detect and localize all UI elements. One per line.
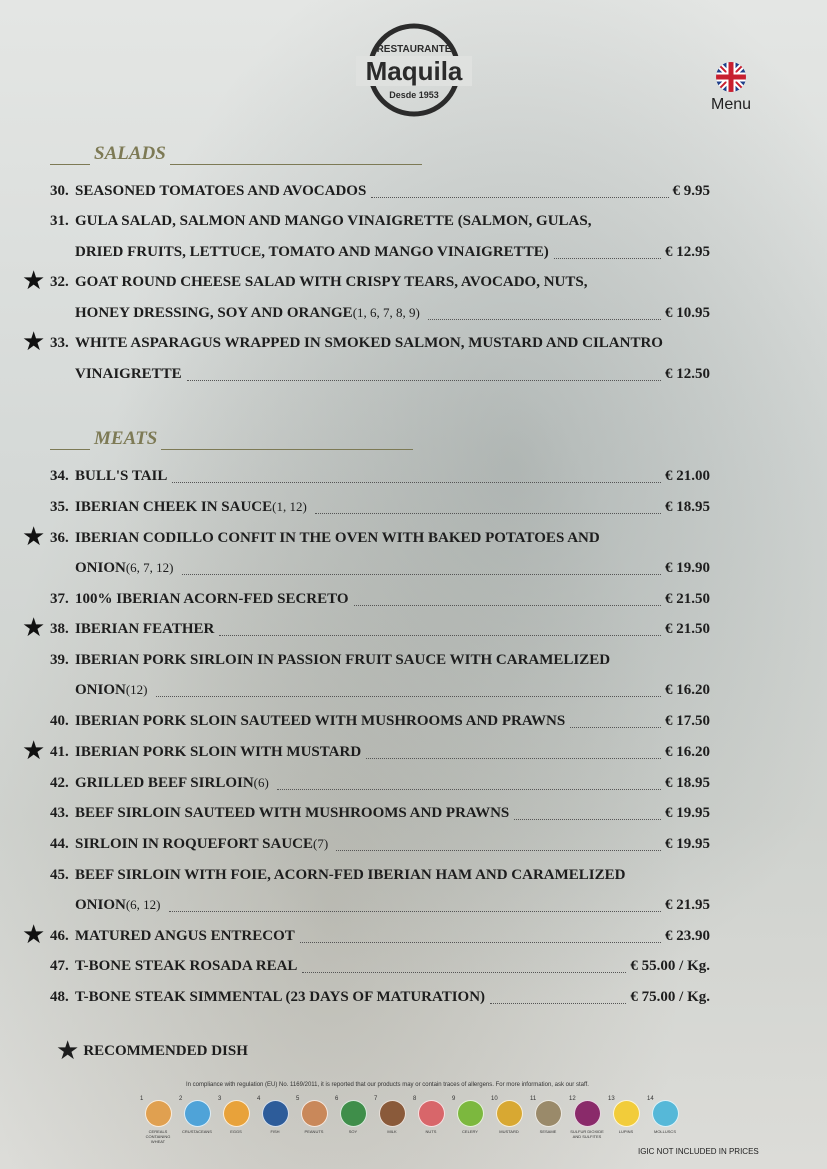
menu-item-line bbox=[0, 266, 827, 296]
allergen-icon-item bbox=[647, 1098, 683, 1144]
dot-leader bbox=[156, 696, 661, 697]
menu-item-line bbox=[0, 958, 827, 978]
item-price: € 21.50 bbox=[665, 621, 710, 637]
item-name: GOAT ROUND CHEESE SALAD WITH CRISPY TEARS, AVOCADO, NUTS, bbox=[75, 274, 588, 290]
allergen-icon bbox=[145, 1100, 172, 1127]
recommended-star-icon: ★ bbox=[22, 522, 46, 552]
menu-item-line bbox=[0, 499, 827, 519]
dot-leader bbox=[514, 819, 661, 820]
recommended-legend bbox=[56, 1036, 248, 1066]
allergen-icon bbox=[652, 1100, 679, 1127]
item-number: 32. bbox=[50, 274, 69, 290]
item-price: € 19.95 bbox=[665, 836, 710, 852]
item-allergens: (7) bbox=[313, 836, 329, 851]
item-price: € 21.95 bbox=[665, 897, 710, 913]
item-name: GULA SALAD, SALMON AND MANGO VINAIGRETTE (SALMON, GULAS, bbox=[75, 213, 592, 229]
logo-name-text: Maquila bbox=[365, 56, 463, 86]
allergen-number: 11 bbox=[530, 1096, 537, 1102]
item-name: DRIED FRUITS, LETTUCE, TOMATO AND MANGO VINAIGRETTE) bbox=[75, 244, 549, 260]
menu-item-line bbox=[0, 805, 827, 825]
dot-leader bbox=[371, 197, 668, 198]
allergen-number: 5 bbox=[296, 1096, 300, 1102]
item-price: € 18.95 bbox=[665, 499, 710, 515]
allergen-name: SOY bbox=[348, 1129, 358, 1134]
allergen-icon bbox=[379, 1100, 406, 1127]
recommended-star-icon: ★ bbox=[22, 327, 46, 357]
item-price: € 75.00 / Kg. bbox=[630, 989, 710, 1005]
item-name: BULL'S TAIL bbox=[75, 468, 168, 484]
allergen-name: LUPINS bbox=[618, 1129, 634, 1134]
menu-item-line bbox=[0, 213, 827, 233]
dot-leader bbox=[554, 258, 661, 259]
item-number: 41. bbox=[50, 744, 69, 760]
item-price: € 21.50 bbox=[665, 591, 710, 607]
allergen-icon-item bbox=[608, 1098, 644, 1144]
allergen-icon bbox=[340, 1100, 367, 1127]
item-name: ONION(12) bbox=[75, 682, 148, 698]
allergen-name: CRUSTACEANS bbox=[182, 1129, 212, 1134]
allergen-name: SULFUR DIOXIDE AND SULFITES bbox=[570, 1129, 604, 1139]
dot-leader bbox=[570, 727, 661, 728]
allergen-icon-item bbox=[374, 1098, 410, 1144]
item-price: € 9.95 bbox=[672, 183, 710, 199]
allergen-number: 9 bbox=[452, 1096, 456, 1102]
logo-since-text: Desde 1953 bbox=[389, 90, 439, 100]
item-allergens: (6, 12) bbox=[125, 897, 161, 912]
allergen-icon bbox=[496, 1100, 523, 1127]
item-number: 38. bbox=[50, 621, 69, 637]
item-name: T-BONE STEAK ROSADA REAL bbox=[75, 958, 298, 974]
item-number: 33. bbox=[50, 335, 69, 351]
allergen-name: FISH bbox=[270, 1129, 280, 1134]
allergen-icon-item bbox=[218, 1098, 254, 1144]
dot-leader bbox=[169, 911, 661, 912]
item-name: IBERIAN PORK SIRLOIN IN PASSION FRUIT SAUCE WITH CARAMELIZED bbox=[75, 652, 611, 668]
menu-item-line bbox=[0, 468, 827, 488]
allergen-icons bbox=[140, 1098, 683, 1144]
item-name: BEEF SIRLOIN SAUTEED WITH MUSHROOMS AND PRAWNS bbox=[75, 805, 510, 821]
uk-flag-icon[interactable] bbox=[716, 62, 746, 92]
menu-item-line bbox=[0, 183, 827, 203]
item-number: 40. bbox=[50, 713, 69, 729]
item-price: € 17.50 bbox=[665, 713, 710, 729]
item-name: BEEF SIRLOIN WITH FOIE, ACORN-FED IBERIAN HAM AND CARAMELIZED bbox=[75, 867, 626, 883]
logo-top-text: RESTAURANTE bbox=[376, 44, 452, 55]
item-name: WHITE ASPARAGUS WRAPPED IN SMOKED SALMON, MUSTARD AND CILANTRO bbox=[75, 335, 663, 351]
dot-leader bbox=[300, 942, 661, 943]
allergen-number: 10 bbox=[491, 1096, 498, 1102]
allergen-number: 4 bbox=[257, 1096, 261, 1102]
item-number: 45. bbox=[50, 867, 69, 883]
item-price: € 16.20 bbox=[665, 682, 710, 698]
item-name: HONEY DRESSING, SOY AND ORANGE(1, 6, 7, 8, 9) bbox=[75, 305, 420, 321]
item-number: 46. bbox=[50, 928, 69, 944]
item-price: € 19.90 bbox=[665, 560, 710, 576]
menu-item-line bbox=[0, 560, 827, 580]
allergen-number: 12 bbox=[569, 1096, 576, 1102]
allergen-icon-item bbox=[413, 1098, 449, 1144]
item-price: € 23.90 bbox=[665, 928, 710, 944]
dot-leader bbox=[490, 1003, 626, 1004]
section-title-meats: MEATS bbox=[50, 428, 413, 450]
allergen-notice: In compliance with regulation (EU) No. 1169/2011, it is reported that our products may or contain traces of allergens. For more information, ask our staff. bbox=[186, 1082, 589, 1088]
dot-leader bbox=[219, 635, 661, 636]
item-price: € 19.95 bbox=[665, 805, 710, 821]
item-price: € 18.95 bbox=[665, 775, 710, 791]
allergen-number: 3 bbox=[218, 1096, 222, 1102]
item-number: 43. bbox=[50, 805, 69, 821]
allergen-number: 8 bbox=[413, 1096, 417, 1102]
allergen-icon bbox=[535, 1100, 562, 1127]
igic-notice: IGIC NOT INCLUDED IN PRICES bbox=[638, 1147, 759, 1156]
item-name: IBERIAN PORK SLOIN WITH MUSTARD bbox=[75, 744, 362, 760]
item-price: € 21.00 bbox=[665, 468, 710, 484]
dot-leader bbox=[315, 513, 661, 514]
allergen-name: MILK bbox=[387, 1129, 397, 1134]
allergen-name: CEREALS CONTAINING WHEAT bbox=[145, 1129, 171, 1144]
item-name: IBERIAN CODILLO CONFIT IN THE OVEN WITH BAKED POTATOES AND bbox=[75, 530, 600, 546]
item-number: 31. bbox=[50, 213, 69, 229]
item-number: 44. bbox=[50, 836, 69, 852]
allergen-name: MOLLUSCS bbox=[653, 1129, 676, 1134]
menu-item-line bbox=[0, 522, 827, 552]
allergen-icon bbox=[574, 1100, 601, 1127]
allergen-icon bbox=[457, 1100, 484, 1127]
allergen-icon bbox=[223, 1100, 250, 1127]
item-number: 42. bbox=[50, 775, 69, 791]
allergen-name: SESAME bbox=[539, 1129, 557, 1134]
item-allergens: (6) bbox=[253, 775, 269, 790]
menu-item-line bbox=[0, 327, 827, 357]
menu-item-line bbox=[0, 920, 827, 950]
allergen-number: 13 bbox=[608, 1096, 615, 1102]
item-number: 37. bbox=[50, 591, 69, 607]
menu-item-line bbox=[0, 305, 827, 325]
dot-leader bbox=[336, 850, 661, 851]
menu-item-line bbox=[0, 713, 827, 733]
recommended-star-icon: ★ bbox=[22, 613, 46, 643]
allergen-icon-item bbox=[335, 1098, 371, 1144]
allergen-number: 6 bbox=[335, 1096, 339, 1102]
menu-item-line bbox=[0, 366, 827, 386]
recommended-star-icon: ★ bbox=[22, 920, 46, 950]
allergen-icon-item bbox=[452, 1098, 488, 1144]
menu-item-line bbox=[0, 867, 827, 887]
item-name: IBERIAN FEATHER bbox=[75, 621, 215, 637]
item-name: IBERIAN PORK SLOIN SAUTEED WITH MUSHROOMS AND PRAWNS bbox=[75, 713, 566, 729]
recommended-star-icon: ★ bbox=[22, 266, 46, 296]
allergen-icon-item bbox=[257, 1098, 293, 1144]
item-allergens: (1, 6, 7, 8, 9) bbox=[352, 305, 420, 320]
dot-leader bbox=[354, 605, 661, 606]
allergen-icon-item bbox=[530, 1098, 566, 1144]
item-name: ONION(6, 12) bbox=[75, 897, 161, 913]
allergen-number: 2 bbox=[179, 1096, 183, 1102]
allergen-number: 14 bbox=[647, 1096, 654, 1102]
item-price: € 10.95 bbox=[665, 305, 710, 321]
allergen-icon bbox=[613, 1100, 640, 1127]
dot-leader bbox=[277, 789, 661, 790]
dot-leader bbox=[428, 319, 661, 320]
allergen-name: PEANUTS bbox=[304, 1129, 324, 1134]
menu-item-line bbox=[0, 897, 827, 917]
item-name: 100% IBERIAN ACORN-FED SECRETO bbox=[75, 591, 349, 607]
allergen-icon bbox=[301, 1100, 328, 1127]
allergen-icon bbox=[184, 1100, 211, 1127]
menu-item-line bbox=[0, 591, 827, 611]
item-name: MATURED ANGUS ENTRECOT bbox=[75, 928, 295, 944]
dot-leader bbox=[187, 380, 661, 381]
menu-item-line bbox=[0, 836, 827, 856]
section-title-salads: SALADS bbox=[50, 143, 422, 165]
allergen-icon bbox=[262, 1100, 289, 1127]
allergen-icon-item bbox=[569, 1098, 605, 1144]
allergen-icon-item bbox=[296, 1098, 332, 1144]
menu-item-line bbox=[0, 775, 827, 795]
item-allergens: (12) bbox=[125, 682, 148, 697]
allergen-name: NUTS bbox=[425, 1129, 437, 1134]
item-number: 36. bbox=[50, 530, 69, 546]
menu-item-line bbox=[0, 652, 827, 672]
item-price: € 55.00 / Kg. bbox=[630, 958, 710, 974]
item-name: GRILLED BEEF SIRLOIN(6) bbox=[75, 775, 269, 791]
item-price: € 12.50 bbox=[665, 366, 710, 382]
dot-leader bbox=[302, 972, 626, 973]
item-name: T-BONE STEAK SIMMENTAL (23 DAYS OF MATURATION) bbox=[75, 989, 486, 1005]
item-number: 35. bbox=[50, 499, 69, 515]
restaurant-logo bbox=[356, 22, 472, 118]
item-name: SEASONED TOMATOES AND AVOCADOS bbox=[75, 183, 367, 199]
item-name: ONION(6, 7, 12) bbox=[75, 560, 174, 576]
allergen-name: MUSTARD bbox=[499, 1129, 519, 1134]
menu-item-line bbox=[0, 613, 827, 643]
allergen-name: CELERY bbox=[462, 1129, 478, 1134]
menu-item-line bbox=[0, 989, 827, 1009]
item-allergens: (6, 7, 12) bbox=[125, 560, 174, 575]
item-number: 30. bbox=[50, 183, 69, 199]
allergen-number: 1 bbox=[140, 1096, 144, 1102]
item-allergens: (1, 12) bbox=[272, 499, 307, 514]
item-number: 34. bbox=[50, 468, 69, 484]
menu-label[interactable]: Menu bbox=[710, 96, 752, 113]
allergen-icon bbox=[418, 1100, 445, 1127]
item-name: IBERIAN CHEEK IN SAUCE(1, 12) bbox=[75, 499, 307, 515]
dot-leader bbox=[366, 758, 661, 759]
star-icon: ★ bbox=[56, 1036, 80, 1066]
menu-item-line bbox=[0, 736, 827, 766]
item-name: VINAIGRETTE bbox=[75, 366, 182, 382]
allergen-icon-item bbox=[140, 1098, 176, 1144]
recommended-legend-text: RECOMMENDED DISH bbox=[83, 1042, 248, 1059]
allergen-name: EGGS bbox=[230, 1129, 242, 1134]
item-price: € 16.20 bbox=[665, 744, 710, 760]
item-number: 39. bbox=[50, 652, 69, 668]
allergen-icon-item bbox=[491, 1098, 527, 1144]
menu-item-line bbox=[0, 244, 827, 264]
item-price: € 12.95 bbox=[665, 244, 710, 260]
language-menu-button[interactable] bbox=[704, 62, 758, 114]
allergen-icon-item bbox=[179, 1098, 215, 1144]
item-name: SIRLOIN IN ROQUEFORT SAUCE(7) bbox=[75, 836, 329, 852]
menu-item-line bbox=[0, 682, 827, 702]
dot-leader bbox=[172, 482, 661, 483]
dot-leader bbox=[182, 574, 661, 575]
allergen-number: 7 bbox=[374, 1096, 378, 1102]
recommended-star-icon: ★ bbox=[22, 736, 46, 766]
item-number: 48. bbox=[50, 989, 69, 1005]
item-number: 47. bbox=[50, 958, 69, 974]
